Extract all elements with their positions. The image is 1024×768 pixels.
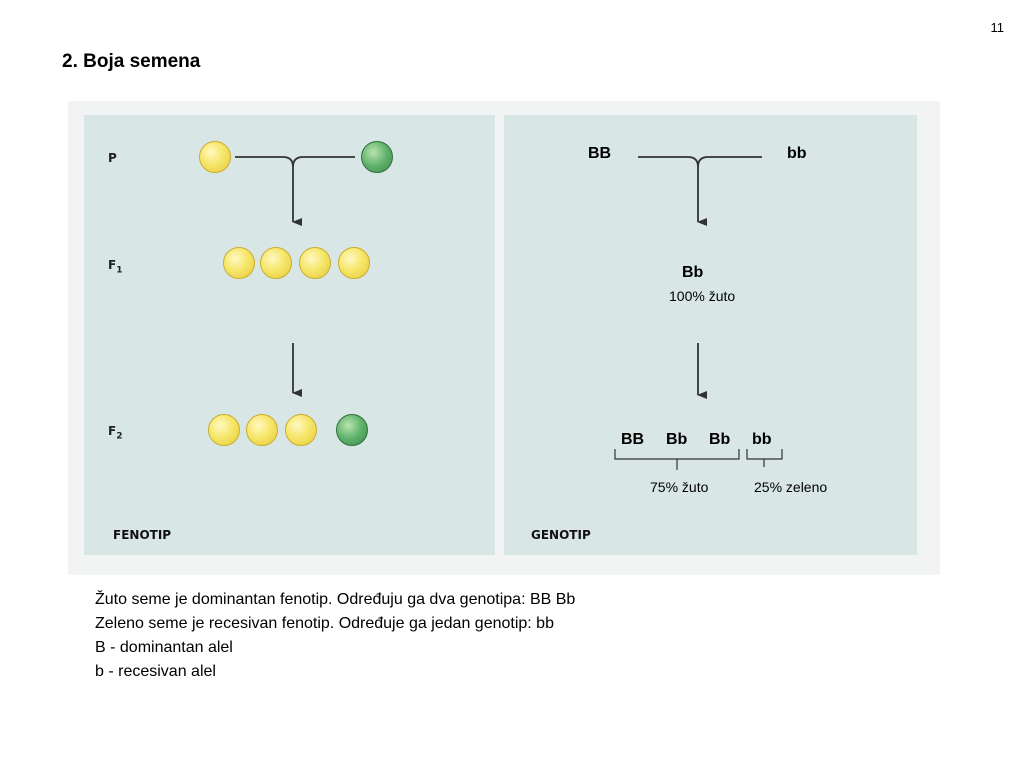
- generation-label-f1: $F_1$: [108, 258, 123, 276]
- f1-genotype: Bb: [682, 264, 704, 281]
- explanation-line: Zeleno seme je recesivan fenotip. Određuje ga jedan genotip: bb: [95, 615, 554, 632]
- generation-label-f2: $F_2$: [108, 424, 123, 442]
- f1-yellow-seed: [338, 247, 370, 279]
- explanation-text: [95, 588, 575, 684]
- slide-title: 2. Boja semena: [62, 51, 201, 72]
- phenotype-parent-connector: [235, 157, 293, 222]
- explanation-line: b - recesivan alel: [95, 663, 216, 680]
- genotype-caption: GENOTIP: [531, 528, 591, 542]
- f1-percent: 100% žuto: [669, 288, 736, 304]
- f1-yellow-seed: [260, 247, 292, 279]
- f2-yellow-seed: [208, 414, 240, 446]
- parent-yellow-seed: [199, 141, 231, 173]
- f2-genotype: BB: [621, 431, 645, 448]
- genotype-parent-connector: [638, 157, 698, 222]
- f2-green-percent: 25% zeleno: [754, 479, 828, 495]
- f1-yellow-seed: [299, 247, 331, 279]
- f2-genotype: Bb: [666, 431, 688, 448]
- parent-genotype-right: bb: [787, 145, 807, 162]
- generation-label-p: P: [108, 151, 117, 165]
- parent-green-seed: [361, 141, 393, 173]
- page-number: 11: [990, 20, 1004, 35]
- explanation-line: B - dominantan alel: [95, 639, 233, 656]
- f1-yellow-seed: [223, 247, 255, 279]
- f2-green-seed: [336, 414, 368, 446]
- green-bracket: [747, 449, 782, 467]
- f2-genotype: bb: [752, 431, 772, 448]
- parent-genotype-left: BB: [588, 145, 612, 162]
- f2-yellow-seed: [246, 414, 278, 446]
- explanation-line: Žuto seme je dominantan fenotip. Određuju ga dva genotipa: BB Bb: [95, 591, 576, 608]
- yellow-bracket: [615, 449, 739, 470]
- f2-yellow-percent: 75% žuto: [650, 479, 709, 495]
- f2-yellow-seed: [285, 414, 317, 446]
- f2-genotype: Bb: [709, 431, 731, 448]
- phenotype-caption: FENOTIP: [113, 528, 172, 542]
